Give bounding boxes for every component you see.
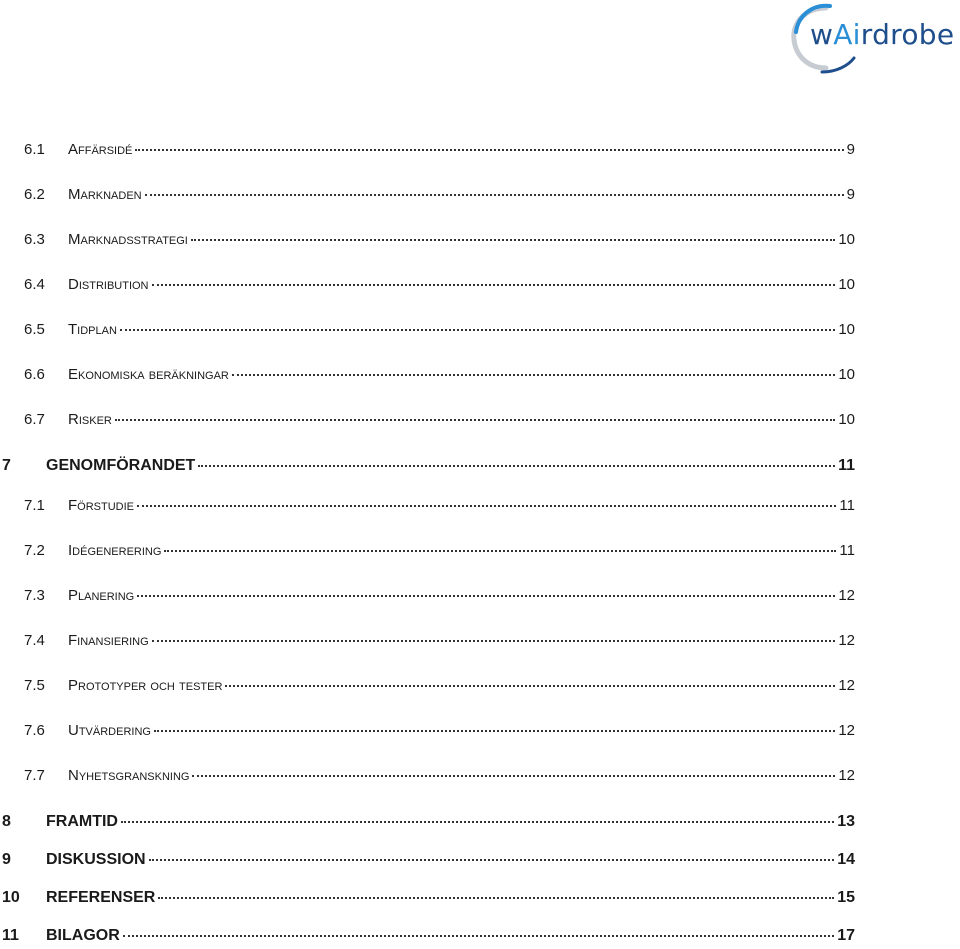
toc-page-number: 15 [837, 889, 855, 906]
toc-dot-leader [191, 238, 835, 241]
toc-number: 6.5 [24, 321, 45, 338]
toc-entry[interactable] [2, 851, 855, 873]
toc-number: 6.1 [24, 141, 45, 158]
toc-title: REFERENSER [46, 889, 156, 906]
toc-dot-leader [145, 193, 844, 196]
toc-dot-leader [164, 549, 836, 552]
toc-page-number: 12 [838, 677, 855, 694]
toc-dot-leader [158, 896, 834, 899]
toc-number: 6.2 [24, 186, 45, 203]
toc-title: Finansiering [68, 632, 149, 649]
toc-page-number: 11 [838, 457, 855, 474]
toc-title: Prototyper och tester [68, 677, 223, 694]
toc-dot-leader [154, 729, 835, 732]
toc-page-number: 10 [838, 321, 855, 338]
toc-entry[interactable] [24, 497, 855, 519]
toc-title: Marknaden [68, 186, 142, 203]
toc-title: Marknadsstrategi [68, 231, 188, 248]
logo-wordmark: wAirdrobe [810, 18, 955, 51]
toc-page-number: 11 [839, 542, 855, 559]
toc-page-number: 12 [838, 587, 855, 604]
toc-title: Planering [68, 587, 135, 604]
toc-entry[interactable] [24, 542, 855, 564]
toc-dot-leader [152, 283, 836, 286]
toc-title: Tidplan [68, 321, 117, 338]
toc-number: 7 [2, 457, 11, 474]
toc-entry[interactable] [24, 677, 855, 699]
toc-page-number: 12 [838, 632, 855, 649]
toc-dot-leader [123, 934, 834, 937]
toc-number: 8 [2, 813, 11, 830]
toc-page-number: 12 [838, 722, 855, 739]
toc-number: 6.4 [24, 276, 45, 293]
toc-title: Nyhetsgranskning [68, 767, 190, 784]
toc-title: Affärsidé [68, 141, 133, 158]
toc-entry[interactable] [24, 632, 855, 654]
toc-number: 7.6 [24, 722, 45, 739]
toc-number: 6.6 [24, 366, 45, 383]
toc-number: 10 [2, 889, 20, 906]
toc-title: FRAMTID [46, 813, 118, 830]
toc-dot-leader [225, 684, 835, 687]
toc-title: GENOMFÖRANDET [46, 457, 196, 474]
toc-page-number: 11 [839, 497, 855, 514]
toc-title: Utvärdering [68, 722, 151, 739]
toc-entry[interactable] [24, 722, 855, 744]
toc-title: Risker [68, 411, 112, 428]
toc-number: 7.1 [24, 497, 45, 514]
toc-page-number: 12 [838, 767, 855, 784]
toc-dot-leader [137, 594, 835, 597]
toc-entry[interactable] [24, 141, 855, 163]
toc-page-number: 10 [838, 366, 855, 383]
toc-page-number: 9 [846, 141, 855, 158]
toc-entry[interactable] [24, 767, 855, 789]
toc-title: BILAGOR [46, 927, 120, 944]
toc-dot-leader [137, 504, 836, 507]
toc-entry[interactable] [24, 321, 855, 343]
toc-title: DISKUSSION [46, 851, 146, 868]
toc-page-number: 10 [838, 231, 855, 248]
toc-number: 7.4 [24, 632, 45, 649]
toc-dot-leader [198, 464, 835, 467]
toc-number: 6.7 [24, 411, 45, 428]
toc-number: 7.2 [24, 542, 45, 559]
toc-title: Förstudie [68, 497, 134, 514]
toc-page-number: 14 [837, 851, 855, 868]
toc-entry[interactable] [2, 813, 855, 835]
toc-number: 7.5 [24, 677, 45, 694]
toc-dot-leader [120, 328, 835, 331]
toc-page-number: 10 [838, 276, 855, 293]
toc-entry[interactable] [24, 186, 855, 208]
toc-dot-leader [115, 418, 835, 421]
toc-entry[interactable] [24, 587, 855, 609]
toc-title: Idégenerering [68, 542, 162, 559]
toc-page-number: 10 [838, 411, 855, 428]
toc-dot-leader [149, 858, 835, 861]
toc-entry[interactable] [2, 457, 855, 479]
toc-number: 7.3 [24, 587, 45, 604]
toc-entry[interactable] [24, 231, 855, 253]
toc-dot-leader [135, 148, 843, 151]
toc-dot-leader [192, 774, 835, 777]
toc-number: 9 [2, 851, 11, 868]
toc-number: 7.7 [24, 767, 45, 784]
toc-entry[interactable] [24, 366, 855, 388]
toc-page-number: 13 [837, 813, 855, 830]
toc-dot-leader [121, 820, 834, 823]
toc-page-number: 17 [837, 927, 855, 944]
toc-dot-leader [232, 373, 835, 376]
toc-number: 6.3 [24, 231, 45, 248]
toc-entry[interactable] [2, 889, 855, 911]
toc-entry[interactable] [24, 276, 855, 298]
toc-dot-leader [152, 639, 836, 642]
toc-entry[interactable] [24, 411, 855, 433]
toc-title: Ekonomiska beräkningar [68, 366, 229, 383]
toc-title: Distribution [68, 276, 149, 293]
toc-page-number: 9 [846, 186, 855, 203]
toc-number: 11 [2, 927, 19, 944]
